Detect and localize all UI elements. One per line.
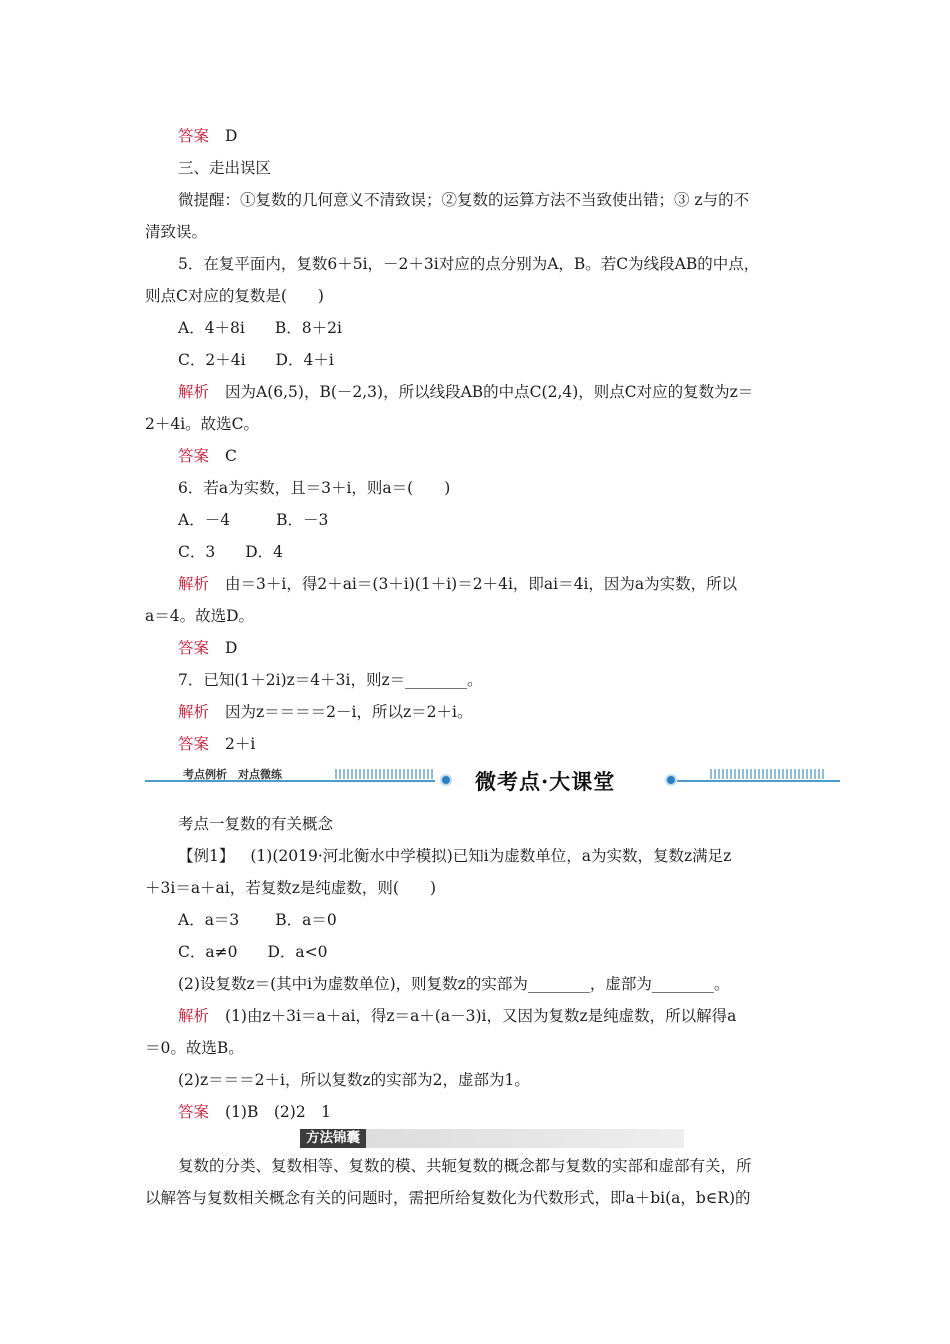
answer-text: C bbox=[225, 447, 237, 465]
section-heading: 三、走出误区 bbox=[178, 159, 272, 177]
option-a: A．－4 bbox=[178, 511, 231, 529]
option-c: C．3 bbox=[178, 543, 216, 561]
analysis-line bbox=[178, 1006, 807, 1026]
answer-label: 答案 bbox=[178, 127, 210, 145]
analysis-label: 解析 bbox=[178, 1007, 210, 1025]
method-banner bbox=[300, 1129, 684, 1148]
options-row bbox=[178, 910, 807, 930]
reminder-text-cont: 清致误。 bbox=[145, 223, 208, 241]
method-text: 复数的分类、复数相等、复数的模、共轭复数的概念都与复数的实部和虚部有关，所 bbox=[178, 1157, 752, 1175]
option-d: D．4＋i bbox=[275, 351, 334, 369]
analysis-line bbox=[178, 702, 807, 722]
options-row bbox=[178, 510, 807, 530]
analysis-label: 解析 bbox=[178, 383, 210, 401]
analysis-text: 因为z＝＝＝＝2－i，所以z＝2＋i。 bbox=[225, 703, 473, 721]
options-row bbox=[178, 942, 807, 962]
method-label: 方法锦囊 bbox=[300, 1129, 366, 1148]
analysis-text: 因为A(6,5)，B(－2,3)，所以线段AB的中点C(2,4)，则点C对应的复数为z＝ bbox=[225, 383, 754, 401]
answer-text: (1)B (2)2 1 bbox=[225, 1103, 332, 1121]
analysis-label: 解析 bbox=[178, 575, 210, 593]
options-row bbox=[178, 318, 807, 338]
analysis-line bbox=[178, 382, 807, 402]
example-label: 【例1】 bbox=[178, 847, 235, 865]
banner-stripe-right bbox=[710, 769, 825, 779]
option-a: A．a＝3 bbox=[178, 911, 240, 929]
banner-title: 微考点·大课堂 bbox=[475, 769, 616, 794]
analysis-line bbox=[178, 574, 807, 594]
banner-rule-right bbox=[677, 780, 840, 782]
analysis-text-cont: a＝4。故选D。 bbox=[145, 607, 255, 625]
example-text: (1)(2019·河北衡水中学模拟)已知i为虚数单位，a为实数，复数z满足z bbox=[250, 847, 732, 865]
topic-heading: 考点一复数的有关概念 bbox=[178, 815, 334, 833]
answer-label: 答案 bbox=[178, 639, 210, 657]
analysis-text-cont: ＝0。故选B。 bbox=[145, 1039, 244, 1057]
answer-label: 答案 bbox=[178, 447, 210, 465]
option-c: C．a≠0 bbox=[178, 943, 238, 961]
example-1 bbox=[178, 846, 807, 866]
answer-line bbox=[178, 734, 807, 754]
answer-line bbox=[178, 446, 807, 466]
answer-line bbox=[178, 1102, 807, 1122]
analysis-text: 由＝3＋i，得2＋ai＝(3＋i)(1＋i)＝2＋4i，即ai＝4i，因为a为实数，所以 bbox=[225, 575, 738, 593]
option-d: D．4 bbox=[245, 543, 284, 561]
analysis-label: 解析 bbox=[178, 703, 210, 721]
option-a: A．4＋8i bbox=[178, 319, 245, 337]
question-5-cont: 则点C对应的复数是( ) bbox=[145, 287, 324, 305]
example-1-cont: ＋3i＝a＋ai，若复数z是纯虚数，则( ) bbox=[145, 879, 437, 897]
options-row bbox=[178, 542, 807, 562]
question-6: 6．若a为实数，且＝3＋i，则a＝( ) bbox=[178, 479, 451, 497]
section-banner bbox=[145, 760, 840, 802]
question-5: 5．在复平面内，复数6＋5i，－2＋3i对应的点分别为A，B。若C为线段AB的中点， bbox=[178, 255, 760, 273]
option-d: D．a<0 bbox=[267, 943, 328, 961]
method-text-cont: 以解答与复数相关概念有关的问题时，需把所给复数化为代数形式，即a＋bi(a，b∈R)的 bbox=[145, 1189, 751, 1207]
banner-dot-icon bbox=[665, 774, 677, 786]
answer-text: 2＋i bbox=[225, 735, 256, 753]
options-row bbox=[178, 350, 807, 370]
example-part-2: (2)设复数z＝(其中i为虚数单位)，则复数z的实部为________，虚部为________。 bbox=[178, 975, 730, 993]
answer-label: 答案 bbox=[178, 735, 210, 753]
answer-text: D bbox=[225, 127, 238, 145]
banner-subtitle: 考点例析 对点微练 bbox=[183, 768, 282, 781]
banner-stripe-left bbox=[335, 769, 435, 779]
analysis-part-2: (2)z＝＝＝2＋i，所以复数z的实部为2，虚部为1。 bbox=[178, 1071, 530, 1089]
answer-label: 答案 bbox=[178, 1103, 210, 1121]
answer-line bbox=[178, 126, 807, 146]
answer-line bbox=[178, 638, 807, 658]
option-c: C．2＋4i bbox=[178, 351, 246, 369]
option-b: B．8＋2i bbox=[274, 319, 342, 337]
analysis-text-cont: 2＋4i。故选C。 bbox=[145, 415, 260, 433]
answer-text: D bbox=[225, 639, 238, 657]
option-b: B．a＝0 bbox=[275, 911, 337, 929]
analysis-text: (1)由z＋3i＝a＋ai，得z＝a＋(a－3)i，又因为复数z是纯虚数，所以解得a bbox=[225, 1007, 737, 1025]
banner-dot-icon bbox=[440, 774, 452, 786]
reminder-text: 微提醒：①复数的几何意义不清致误；②复数的运算方法不当致使出错；③ z与的不 bbox=[178, 191, 750, 209]
question-7: 7．已知(1＋2i)z＝4＋3i，则z＝________。 bbox=[178, 671, 483, 689]
option-b: B．－3 bbox=[276, 511, 329, 529]
